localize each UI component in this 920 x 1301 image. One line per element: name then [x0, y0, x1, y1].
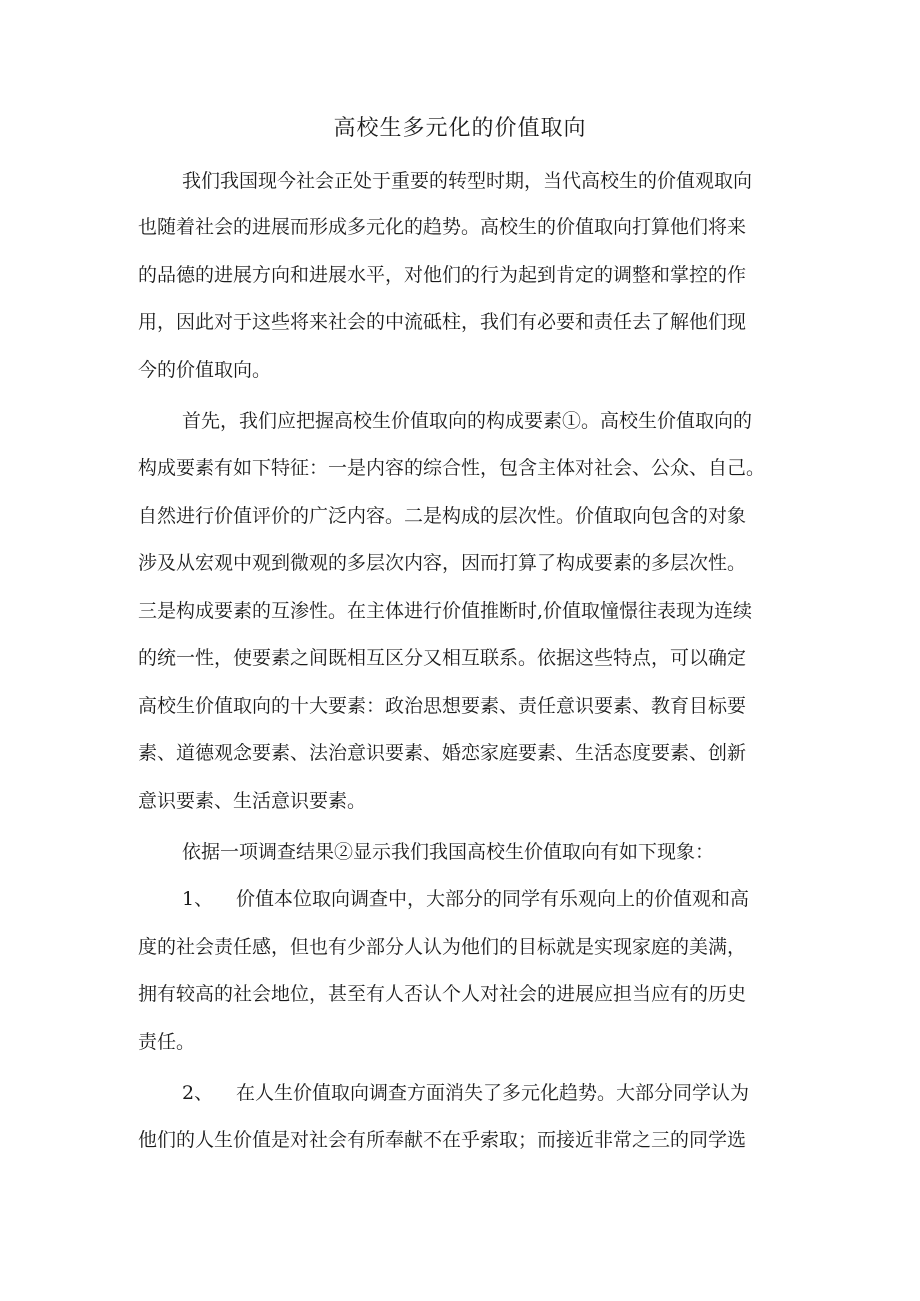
paragraph-line: 构成要素有如下特征：一是内容的综合性，包含主体对社会、公众、自己。: [138, 457, 766, 479]
paragraph-line: 素、道德观念要素、法治意识要素、婚恋家庭要素、生活态度要素、创新: [138, 742, 747, 764]
paragraph-line: 自然进行价值评价的广泛内容。二是构成的层次性。价值取向包含的对象: [138, 505, 747, 527]
paragraph-line: 的品德的进展方向和进展水平，对他们的行为起到肯定的调整和掌控的作: [138, 264, 747, 286]
paragraph-line: 依据一项调查结果②显示我们我国高校生价值取向有如下现象：: [182, 841, 715, 863]
list-item-text: 在人生价值取向调查方面消失了多元化趋势。大部分同学认为: [236, 1082, 750, 1104]
paragraph-line: 三是构成要素的互渗性。在主体进行价值推断时,价值取憧憬往表现为连续: [138, 600, 753, 622]
list-item-number: 2、: [182, 1082, 214, 1104]
paragraph-line: 的统一性，使要素之间既相互区分又相互联系。依据这些特点，可以确定: [138, 647, 747, 669]
document-title: 高校生多元化的价值取向: [333, 116, 587, 141]
paragraph-line: 首先，我们应把握高校生价值取向的构成要素①。高校生价值取向的: [182, 410, 753, 432]
paragraph-line: 他们的人生价值是对社会有所奉献不在乎索取；而接近非常之三的同学选: [138, 1129, 747, 1151]
paragraph-line: 度的社会责任感，但也有少部分人认为他们的目标就是实现家庭的美满，: [138, 936, 747, 958]
paragraph-line: 拥有较高的社会地位，甚至有人否认个人对社会的进展应担当应有的历史: [138, 983, 747, 1005]
paragraph-line: 责任。: [138, 1031, 196, 1053]
list-item-first-line: [182, 884, 749, 914]
list-item-number: 1、: [182, 888, 214, 910]
list-item-first-line: [182, 1078, 749, 1108]
paragraph-line: 意识要素、生活意识要素。: [138, 790, 367, 812]
paragraph-line: 今的价值取向。: [138, 359, 272, 381]
list-item-text: 价值本位取向调查中，大部分的同学有乐观向上的价值观和高: [236, 888, 750, 910]
paragraph-line: 高校生价值取向的十大要素：政治思想要素、责任意识要素、教育目标要: [138, 695, 747, 717]
paragraph-line: 涉及从宏观中观到微观的多层次内容，因而打算了构成要素的多层次性。: [138, 552, 747, 574]
paragraph-line: 用，因此对于这些将来社会的中流砥柱，我们有必要和责任去了解他们现: [138, 311, 747, 333]
paragraph-line: 也随着社会的进展而形成多元化的趋势。高校生的价值取向打算他们将来: [138, 216, 747, 238]
paragraph-line: 我们我国现今社会正处于重要的转型时期，当代高校生的价值观取向: [182, 170, 753, 192]
